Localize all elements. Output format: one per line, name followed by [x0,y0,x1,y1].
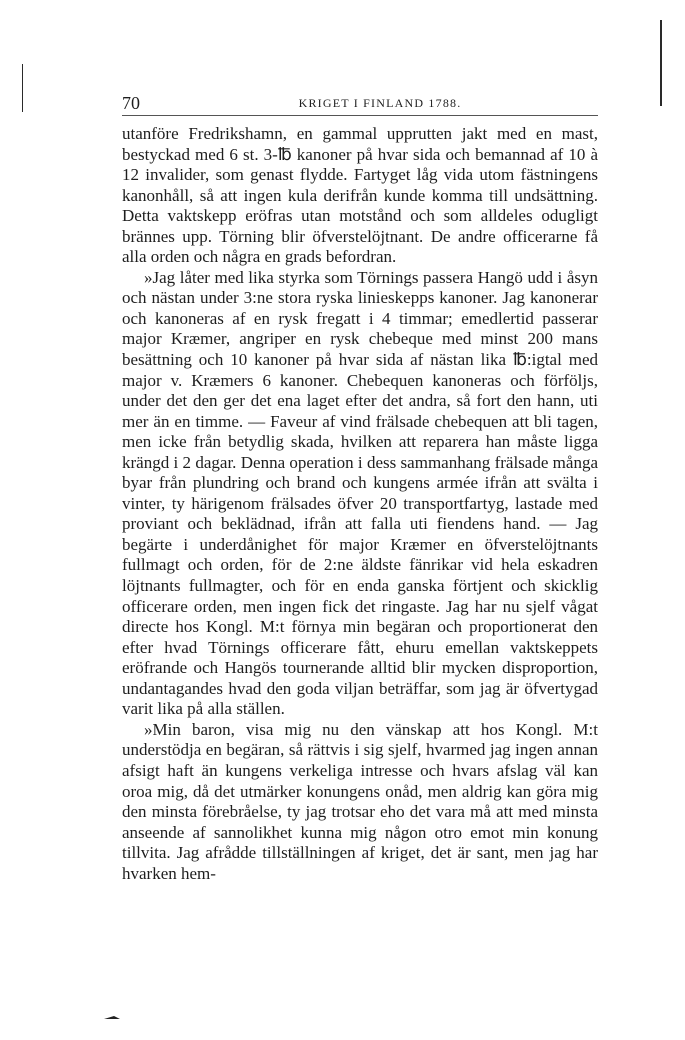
running-title: KRIGET I FINLAND 1788. [298,96,462,110]
scan-edge-mark-right [660,20,662,106]
paragraph-2: »Jag låter med lika styrka som Törnings passera Hangö udd i åsyn och nästan under 3:ne stora ryska linieskepps kanoner. Jag kanonerar och kanoneras af en rysk fregatt i 4 timmar; emedlertid passerar major Kræmer, angriper en rysk chebeque med minst 200 mans besättning och 10 kanoner på hvar sida af nästan lika ℔:igtal med major v. Kræmers 6 kanoner. Chebequen kanoneras och förföljs, under det den ger det ena laget efter det andra, så fort den hann, uti mer än en timme. — Faveur af vind frälsade chebequen att bli tagen, men icke från betydlig skada, hvilken att reparera han måste ligga krängd i 2 dagar. Denna operation i dess sammanhang frälsade många byar från plundring och brand och kungens armée ifrån att svälta i vinter, ty härigenom frälsades öfver 20 transportfartyg, lastade med proviant och beklädnad, ifrån att falla uti fiendens hand. — Jag begärte i underdånighet för major Kræmer en öfverstelöjtnants fullmagt och orden, för de 2:ne äldste fänrikar vid hela eskadren löjtnants fullmagter, och för en enda ganska förtjent och skicklig officerare orden, men ingen fick det ringaste. Jag har nu sjelf vågat directe hos Kongl. M:t förnya min begäran och proportionerat den efter hvad Törnings officerare fått, ehuru emellan vaktskeppets eröfrande och Hangös tournerande alltid blir mycken disproportion, undantagandes hvad den goda viljan beträffar, som jag är öfvertygad varit lika på alla ställen. [122,267,598,719]
paragraph-3: »Min baron, visa mig nu den vänskap att hos Kongl. M:t understödja en begäran, så rättvis i sig sjelf, hvarmed jag ingen annan afsigt haft än kungens verkeliga intresse och hvars afslag väl kan oroa mig, då det utmärker konungens onåd, men aldrig kan göra mig den minsta förebråelse, ty jag trotsar eho det vara må att med minsta anseende af sannolikhet kunna mig någon otro emot min konung tillvita. Jag afrådde tillställningen af kriget, det är sant, men jag har hvarken hem- [122,719,598,883]
page-header [122,92,598,118]
paragraph-1: utanföre Fredrikshamn, en gammal upprutten jakt med en mast, bestyckad med 6 st. 3-℔ kanoner på hvar sida och bemannad af 10 à 12 invalider, som genast flydde. Fartyget låg vida utom fästningens kanonhåll, så att ingen kula derifrån kunde komma till undsättning. Detta vaktskepp eröfras utan motstånd och som alldeles odugligt brännes upp. Törning blir öfverstelöjtnant. De andre officerarne få alla orden och några en grads befordran. [122,124,598,267]
page-number: 70 [122,93,140,113]
printer-mark-icon [104,1016,120,1020]
header-rule [122,115,598,116]
body-text [122,124,598,884]
scan-edge-mark-left [22,64,23,112]
